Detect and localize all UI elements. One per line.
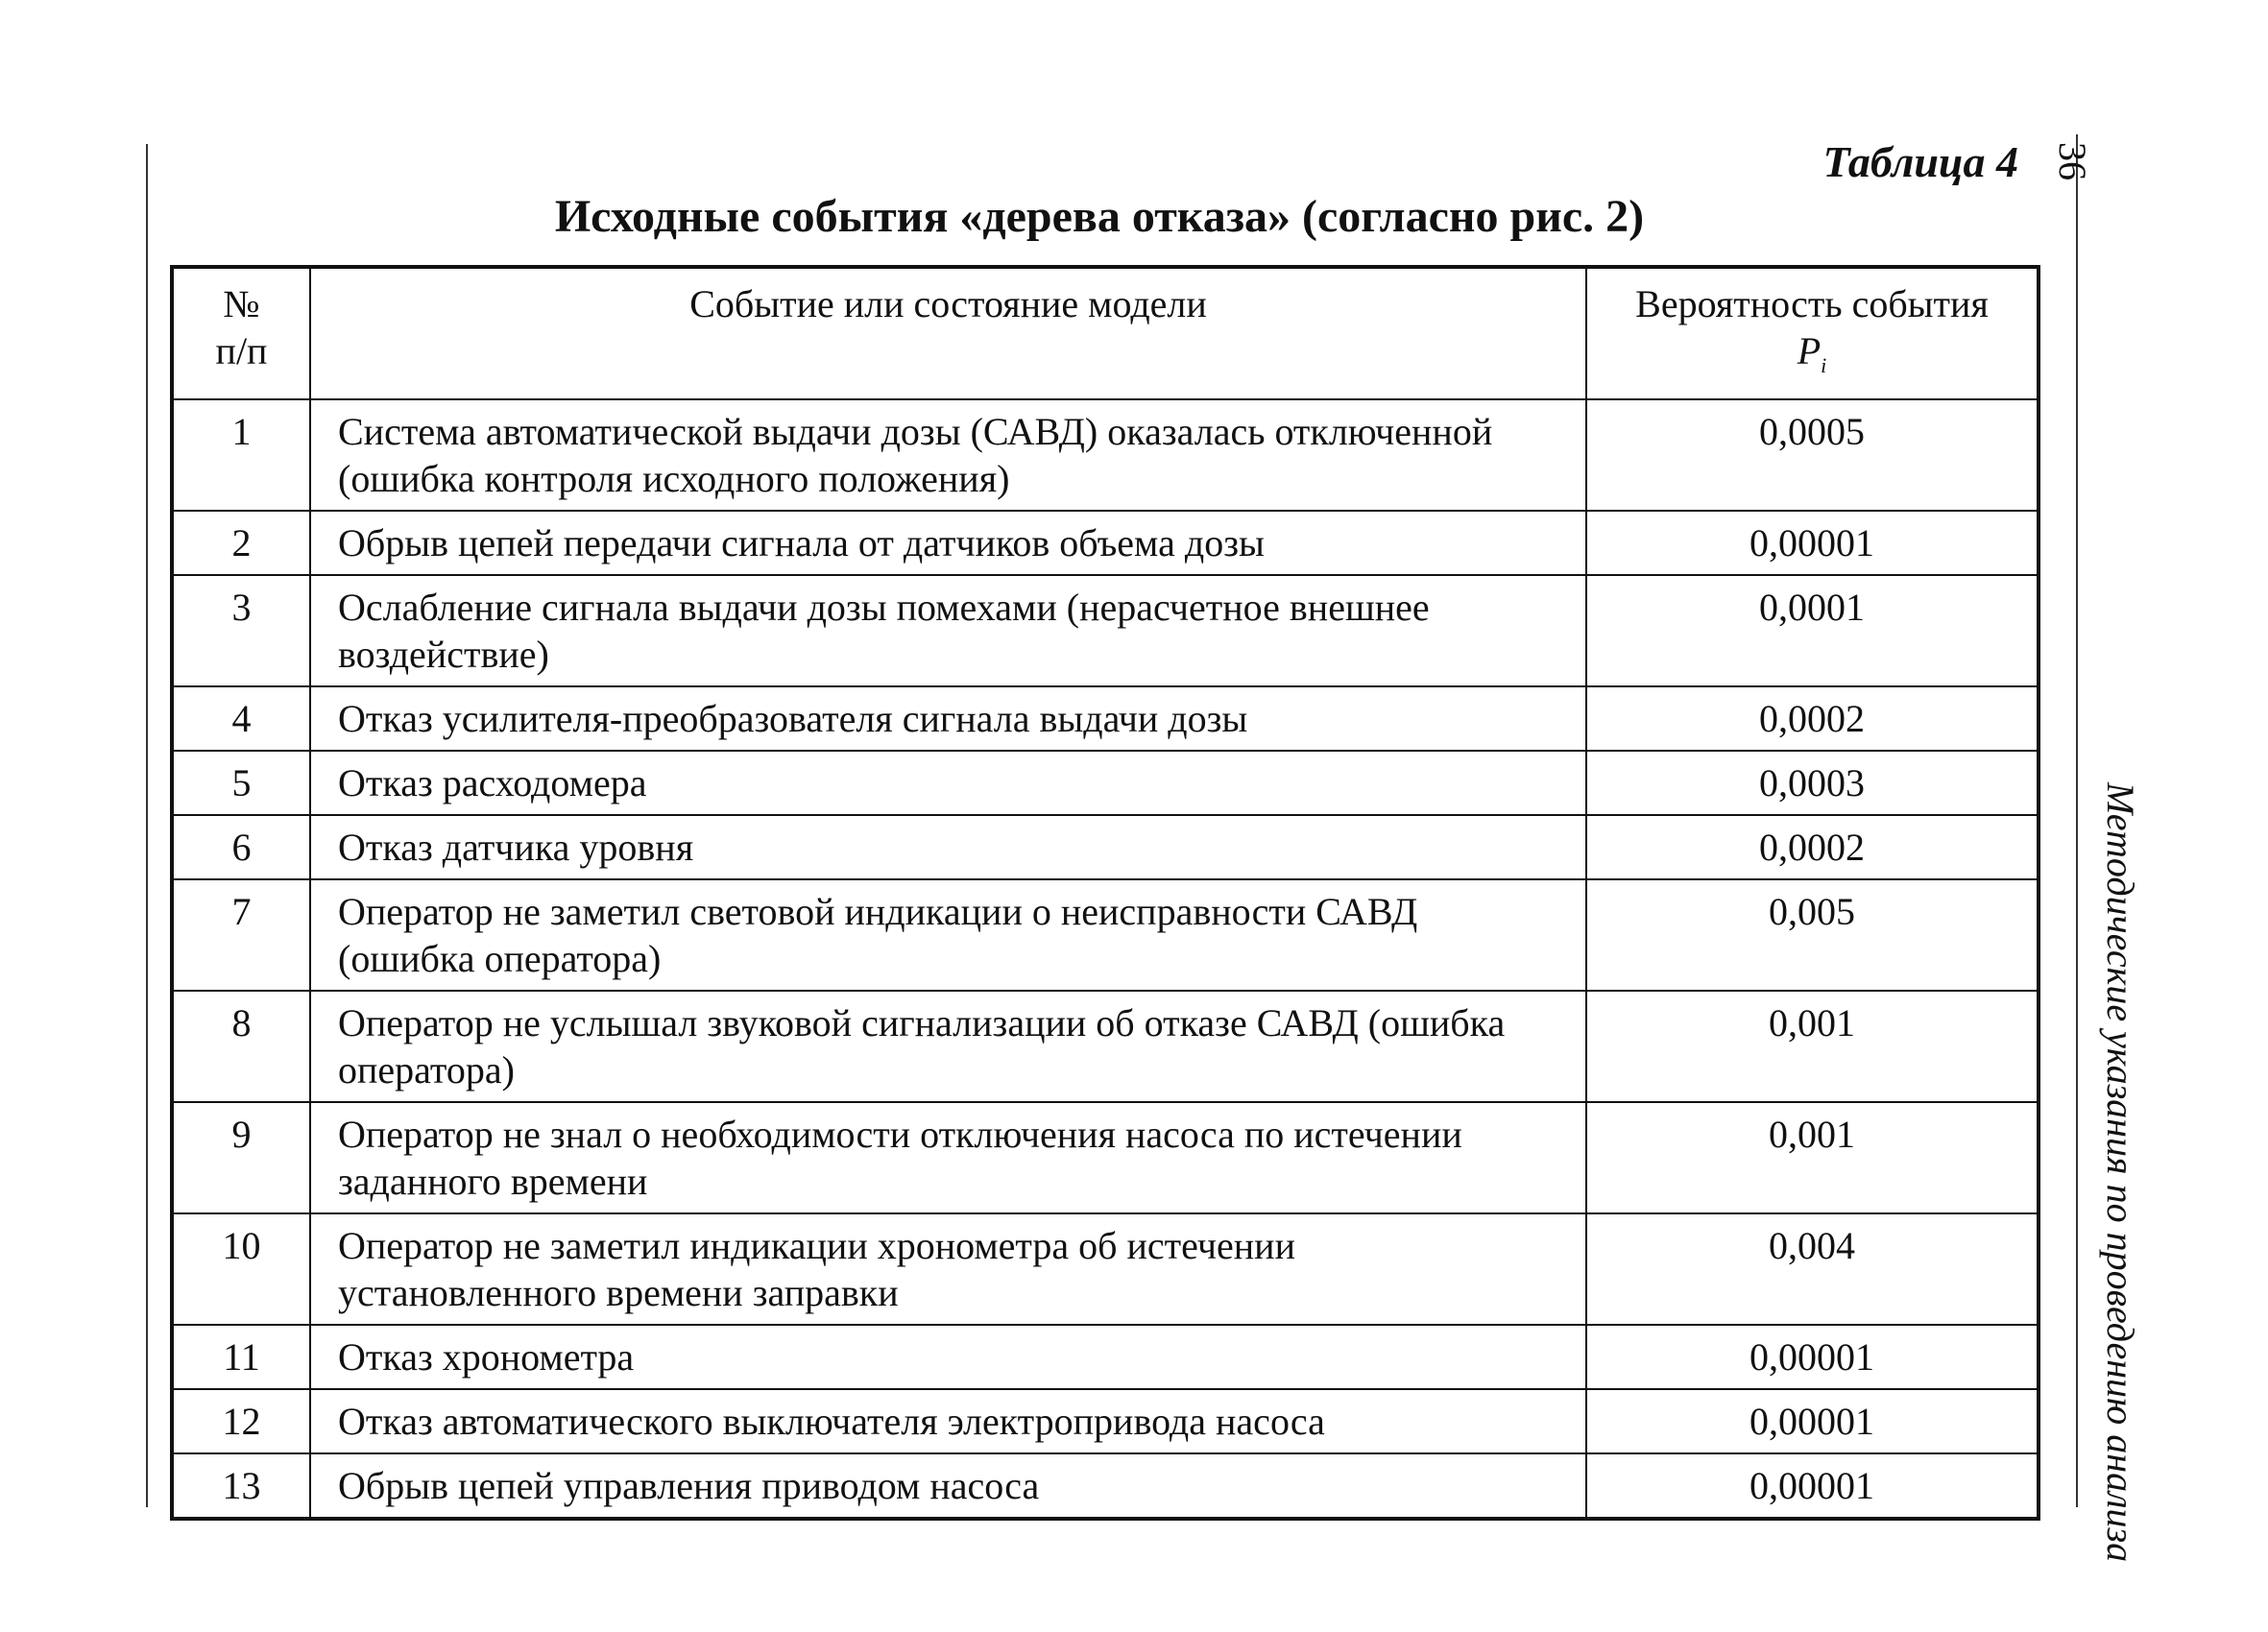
table-label: Таблица 4 <box>1822 137 2018 186</box>
row-event: Оператор не заметил световой индикации о неисправности САВД (ошибка оператора) <box>310 879 1586 991</box>
row-probability: 0,001 <box>1586 991 2039 1102</box>
row-event: Обрыв цепей передачи сигнала от датчиков объема дозы <box>310 511 1586 575</box>
table-body <box>172 399 2039 1519</box>
row-event: Отказ расходомера <box>310 751 1586 815</box>
row-number: 11 <box>172 1325 310 1389</box>
row-probability: 0,0001 <box>1586 575 2039 686</box>
row-event: Оператор не услышал звуковой сигнализации об отказе САВД (ошибка оператора) <box>310 991 1586 1102</box>
prob-symbol: P <box>1797 329 1822 372</box>
row-probability: 0,005 <box>1586 879 2039 991</box>
row-event: Ослабление сигнала выдачи дозы помехами (нерасчетное внешнее воздействие) <box>310 575 1586 686</box>
row-probability: 0,001 <box>1586 1102 2039 1213</box>
table-row <box>172 1213 2039 1325</box>
row-probability: 0,004 <box>1586 1213 2039 1325</box>
row-number: 12 <box>172 1389 310 1453</box>
table-row <box>172 686 2039 751</box>
table-row <box>172 815 2039 879</box>
row-event: Обрыв цепей управления приводом насоса <box>310 1453 1586 1519</box>
header-num <box>172 267 310 399</box>
row-number: 10 <box>172 1213 310 1325</box>
row-event: Оператор не знал о необходимости отключения насоса по истечении заданного времени <box>310 1102 1586 1213</box>
header-prob-symbol <box>1614 327 2010 389</box>
row-event: Отказ датчика уровня <box>310 815 1586 879</box>
page-number: 36 <box>2051 142 2094 180</box>
table-row <box>172 991 2039 1102</box>
row-probability: 0,00001 <box>1586 1389 2039 1453</box>
table-title: Исходные события «дерева отказа» (согласно рис. 2) <box>554 191 1645 242</box>
table-row <box>172 399 2039 511</box>
row-number: 9 <box>172 1102 310 1213</box>
row-number: 5 <box>172 751 310 815</box>
table-row <box>172 1453 2039 1519</box>
row-number: 4 <box>172 686 310 751</box>
table-header-row <box>172 267 2039 399</box>
table-row <box>172 1102 2039 1213</box>
table-row <box>172 511 2039 575</box>
row-number: 6 <box>172 815 310 879</box>
table-row <box>172 879 2039 991</box>
row-probability: 0,0002 <box>1586 686 2039 751</box>
row-number: 2 <box>172 511 310 575</box>
row-probability: 0,00001 <box>1586 1325 2039 1389</box>
row-number: 7 <box>172 879 310 991</box>
header-num-line2: п/п <box>215 329 268 372</box>
row-event: Отказ усилителя-преобразователя сигнала выдачи дозы <box>310 686 1586 751</box>
row-event: Отказ автоматического выключателя электропривода насоса <box>310 1389 1586 1453</box>
table-row <box>172 1389 2039 1453</box>
row-number: 8 <box>172 991 310 1102</box>
header-num-line1: № <box>223 282 260 325</box>
row-probability: 0,0002 <box>1586 815 2039 879</box>
row-probability: 0,0005 <box>1586 399 2039 511</box>
running-title: Методические указания по проведению анализа <box>2099 782 2142 1563</box>
row-probability: 0,00001 <box>1586 511 2039 575</box>
left-margin-rule <box>146 144 148 1507</box>
row-event: Система автоматической выдачи дозы (САВД) оказалась отключенной (ошибка контроля исходного положения) <box>310 399 1586 511</box>
right-margin-rule <box>2076 134 2078 1507</box>
row-probability: 0,00001 <box>1586 1453 2039 1519</box>
header-prob <box>1586 267 2039 399</box>
row-number: 13 <box>172 1453 310 1519</box>
row-probability: 0,0003 <box>1586 751 2039 815</box>
table-row <box>172 1325 2039 1389</box>
table-row <box>172 575 2039 686</box>
prob-subscript: i <box>1821 353 1827 377</box>
header-prob-label: Вероятность события <box>1635 282 1989 325</box>
table-row <box>172 751 2039 815</box>
header-event: Событие или состояние модели <box>310 267 1586 399</box>
row-number: 3 <box>172 575 310 686</box>
row-number: 1 <box>172 399 310 511</box>
row-event: Отказ хронометра <box>310 1325 1586 1389</box>
events-table <box>170 265 2040 1521</box>
row-event: Оператор не заметил индикации хронометра об истечении установленного времени заправки <box>310 1213 1586 1325</box>
